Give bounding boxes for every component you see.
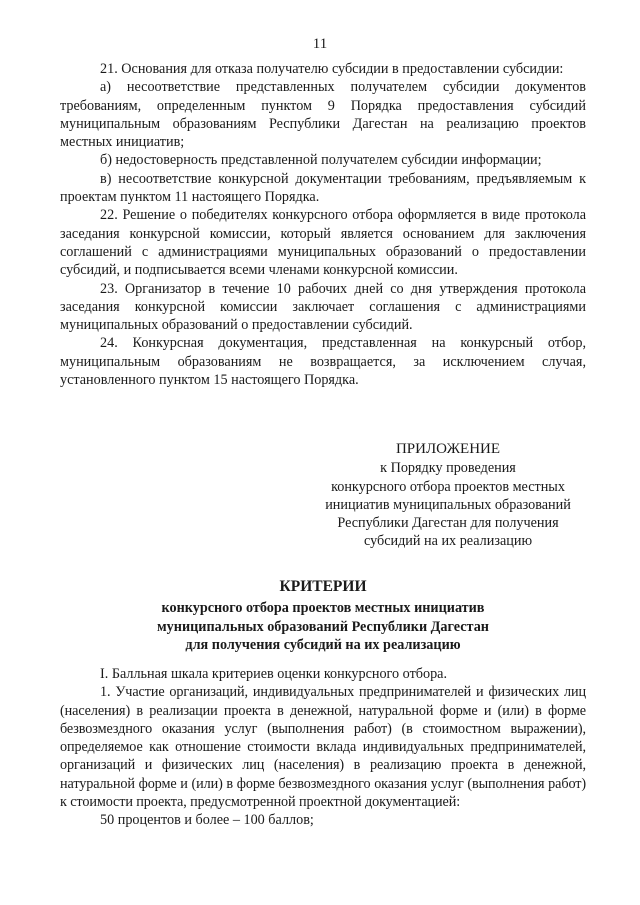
paragraph-24: 24. Конкурсная документация, представленная на конкурсный отбор, муниципальным образованиям не возвращается, за исключением случая, установленного пунктом 15 настоящего Порядка. [60, 335, 586, 389]
appendix-heading: ПРИЛОЖЕНИЕ [395, 441, 501, 457]
criteria-title: КРИТЕРИИ [279, 578, 367, 595]
item-1: 1. Участие организаций, индивидуальных предпринимателей и физических лиц (населения) в реализации проекта в денежной, натуральной форме и (или) в форме безвозмездного оказания услуг (выполнения работ) (в стоимостном выражении), определяемое как отношение стоимости вклада индивидуальных предпринимателей, организаций и физических лиц (населения) в реализацию проекта в денежной, натуральной форме и (или) в форме безвозмездного оказания услуг (выполнения работ) к стоимости проекта, предусмотренной проектной документацией: [60, 684, 586, 811]
appendix-line: к Порядку проведения [380, 460, 516, 477]
page-number: 11 [312, 36, 328, 52]
appendix-line: инициатив муниципальных образований [325, 496, 571, 513]
item-1-sub: 50 процентов и более – 100 баллов; [100, 812, 314, 829]
criteria-line: конкурсного отбора проектов местных инициатив [161, 600, 485, 617]
criteria-line: муниципальных образований Республики Дагестан [157, 618, 489, 635]
criteria-line: для получения субсидий на их реализацию [185, 636, 461, 653]
paragraph-21v: в) несоответствие конкурсной документации требованиям, предъявляемым к проектам пунктом 11 настоящего Порядка. [60, 170, 586, 206]
appendix-line: Республики Дагестан для получения [337, 515, 559, 532]
appendix-line: конкурсного отбора проектов местных [331, 478, 565, 495]
appendix-line: субсидий на их реализацию [363, 533, 533, 550]
paragraph-21: 21. Основания для отказа получателю субсидии в предоставлении субсидии: [100, 61, 564, 77]
paragraph-23: 23. Организатор в течение 10 рабочих дней со дня утверждения протокола заседания конкурсной комиссии заключает соглашения с администрациями муниципальных образований о предоставлении субсидий. [60, 280, 586, 334]
appendix-block [300, 440, 596, 551]
paragraph-21b: б) недостоверность представленной получателем субсидии информации; [100, 152, 542, 169]
paragraph-21a: а) несоответствие представленных получателем субсидии документов требованиям, определенным пунктом 9 Порядка предоставления субсидий муниципальным образованиям Республики Дагестан на реализацию проектов местных инициатив; [60, 79, 586, 151]
section-heading: I. Балльная шкала критериев оценки конкурсного отбора. [100, 666, 448, 682]
paragraphs-block [60, 60, 586, 389]
criteria-block [60, 578, 586, 654]
paragraph-22: 22. Решение о победителях конкурсного отбора оформляется в виде протокола заседания конкурсной комиссии, который является основанием для заключения соглашений с администрациями муниципальных образований о предоставлении субсидий, и подписывается всеми членами конкурсной комиссии. [60, 207, 586, 279]
section-block [60, 665, 586, 830]
